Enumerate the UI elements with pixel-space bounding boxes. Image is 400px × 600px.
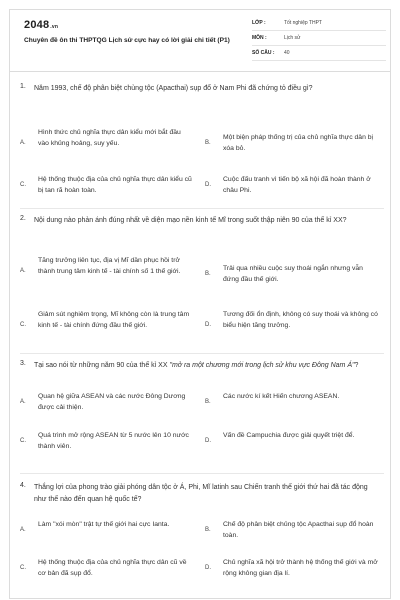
question-text: Nội dung nào phản ánh đúng nhất về diện mạo nền kinh tế Mĩ trong suốt thập niên 90 của thế kỉ XX? [34,217,347,224]
option-text: Chế độ phân biệt chủng tộc Apacthai sụp đổ hoàn toàn. [223,521,374,539]
option-letter: B. [205,527,211,533]
meta-value: Lịch sử [284,35,301,41]
option-text: Hệ thống thuộc địa của chủ nghĩa thực dân cũ về cơ bản đã sụp đổ. [38,559,187,577]
question-text: Năm 1993, chế độ phân biệt chủng tộc (Apacthai) sụp đổ ở Nam Phi đã chứng tỏ điều gì? [34,85,313,92]
option-text: Quan hệ giữa ASEAN và các nước Đông Dương được cải thiện. [38,393,186,411]
option-letter: C. [20,322,26,328]
option-text: Hệ thống thuộc địa của chủ nghĩa thực dân kiểu cũ bị tan rã hoàn toàn. [38,176,192,194]
option-text: Giảm sút nghiêm trọng, Mĩ không còn là trung tâm kinh tế - tài chính đứng đầu thế giới. [38,311,190,329]
option-letter: C. [20,438,26,444]
option-letter: A. [20,268,26,274]
option-letter: C. [20,565,26,571]
option-text: Hình thức chủ nghĩa thực dân kiểu mới bắt đầu vào khủng hoảng, suy yếu. [38,129,181,147]
question-number: 4. [20,482,26,489]
option-text: Chủ nghĩa xã hội trở thành hệ thống thế giới và mở rộng không gian địa lí. [223,559,378,577]
divider [20,208,384,209]
meta-row-class [252,16,386,31]
document-title: Chuyên đề ôn thi THPTQG Lịch sử cực hay có lời giải chi tiết (P1) [24,37,230,44]
divider [20,473,384,474]
logo-suffix: .vn [50,24,59,30]
option-letter: B. [205,271,211,277]
option-text: Làm "xói mòn" trật tự thế giới hai cực Ianta. [38,521,170,528]
option-letter: D. [205,565,211,571]
site-logo[interactable] [24,19,58,31]
option-letter: B. [205,399,211,405]
question-number: 3. [20,360,26,367]
option-letter: A. [20,399,26,405]
divider [20,353,384,354]
option-letter: C. [20,182,26,188]
option-letter: D. [205,322,211,328]
option-letter: A. [20,140,26,146]
option-letter: D. [205,438,211,444]
option-text: Các nước kí kết Hiến chương ASEAN. [223,393,340,400]
question-text: Thắng lợi của phong trào giải phóng dân tộc ở Á, Phi, Mĩ latinh sau Chiến tranh thế giới thứ hai đã tác động như thế nào đến quan hệ quốc tế? [34,484,368,503]
meta-value: Tốt nghiệp THPT [284,20,322,26]
option-letter: D. [205,182,211,188]
option-text: Tương đối ổn định, không có suy thoái và không có biểu hiện tăng trưởng. [223,311,378,329]
meta-row-subject [252,31,386,46]
meta-label: MÔN : [252,35,267,41]
metadata-table [252,16,386,61]
meta-label: LỚP : [252,20,266,26]
option-text: Tăng trưởng liên tục, địa vị Mĩ dần phục hồi trở thành trung tâm kinh tế - tài chính số 1 thế giới. [38,257,181,275]
meta-value: 40 [284,50,290,56]
meta-label: SỐ CÂU : [252,50,275,56]
logo-text: 2048 [24,19,50,31]
question-quote: "mở ra một chương mới trong lịch sử khu vực Đông Nam Á" [169,362,355,369]
option-letter: A. [20,527,26,533]
option-text: Một biện pháp thống trị của chủ nghĩa thực dân bị xóa bỏ. [223,134,374,152]
question-text-plain: Tại sao nói từ những năm 90 của thế kỉ XX [34,362,170,369]
question-text-end: ? [354,362,359,369]
option-text: Vấn đề Campuchia được giải quyết triệt để. [223,432,355,439]
question-number: 1. [20,83,26,90]
question-text [34,360,374,372]
meta-row-count [252,46,386,61]
worksheet-page [9,9,391,599]
option-text: Cuộc đấu tranh vì tiến bộ xã hội đã hoàn thành ở châu Phi. [223,176,371,194]
option-letter: B. [205,140,211,146]
option-text: Trải qua nhiều cuộc suy thoái ngắn nhưng vẫn đứng đầu thế giới. [223,265,363,283]
worksheet-header [10,10,391,72]
question-number: 2. [20,215,26,222]
option-text: Quá trình mở rộng ASEAN từ 5 nước lên 10 nước thành viên. [38,432,189,450]
